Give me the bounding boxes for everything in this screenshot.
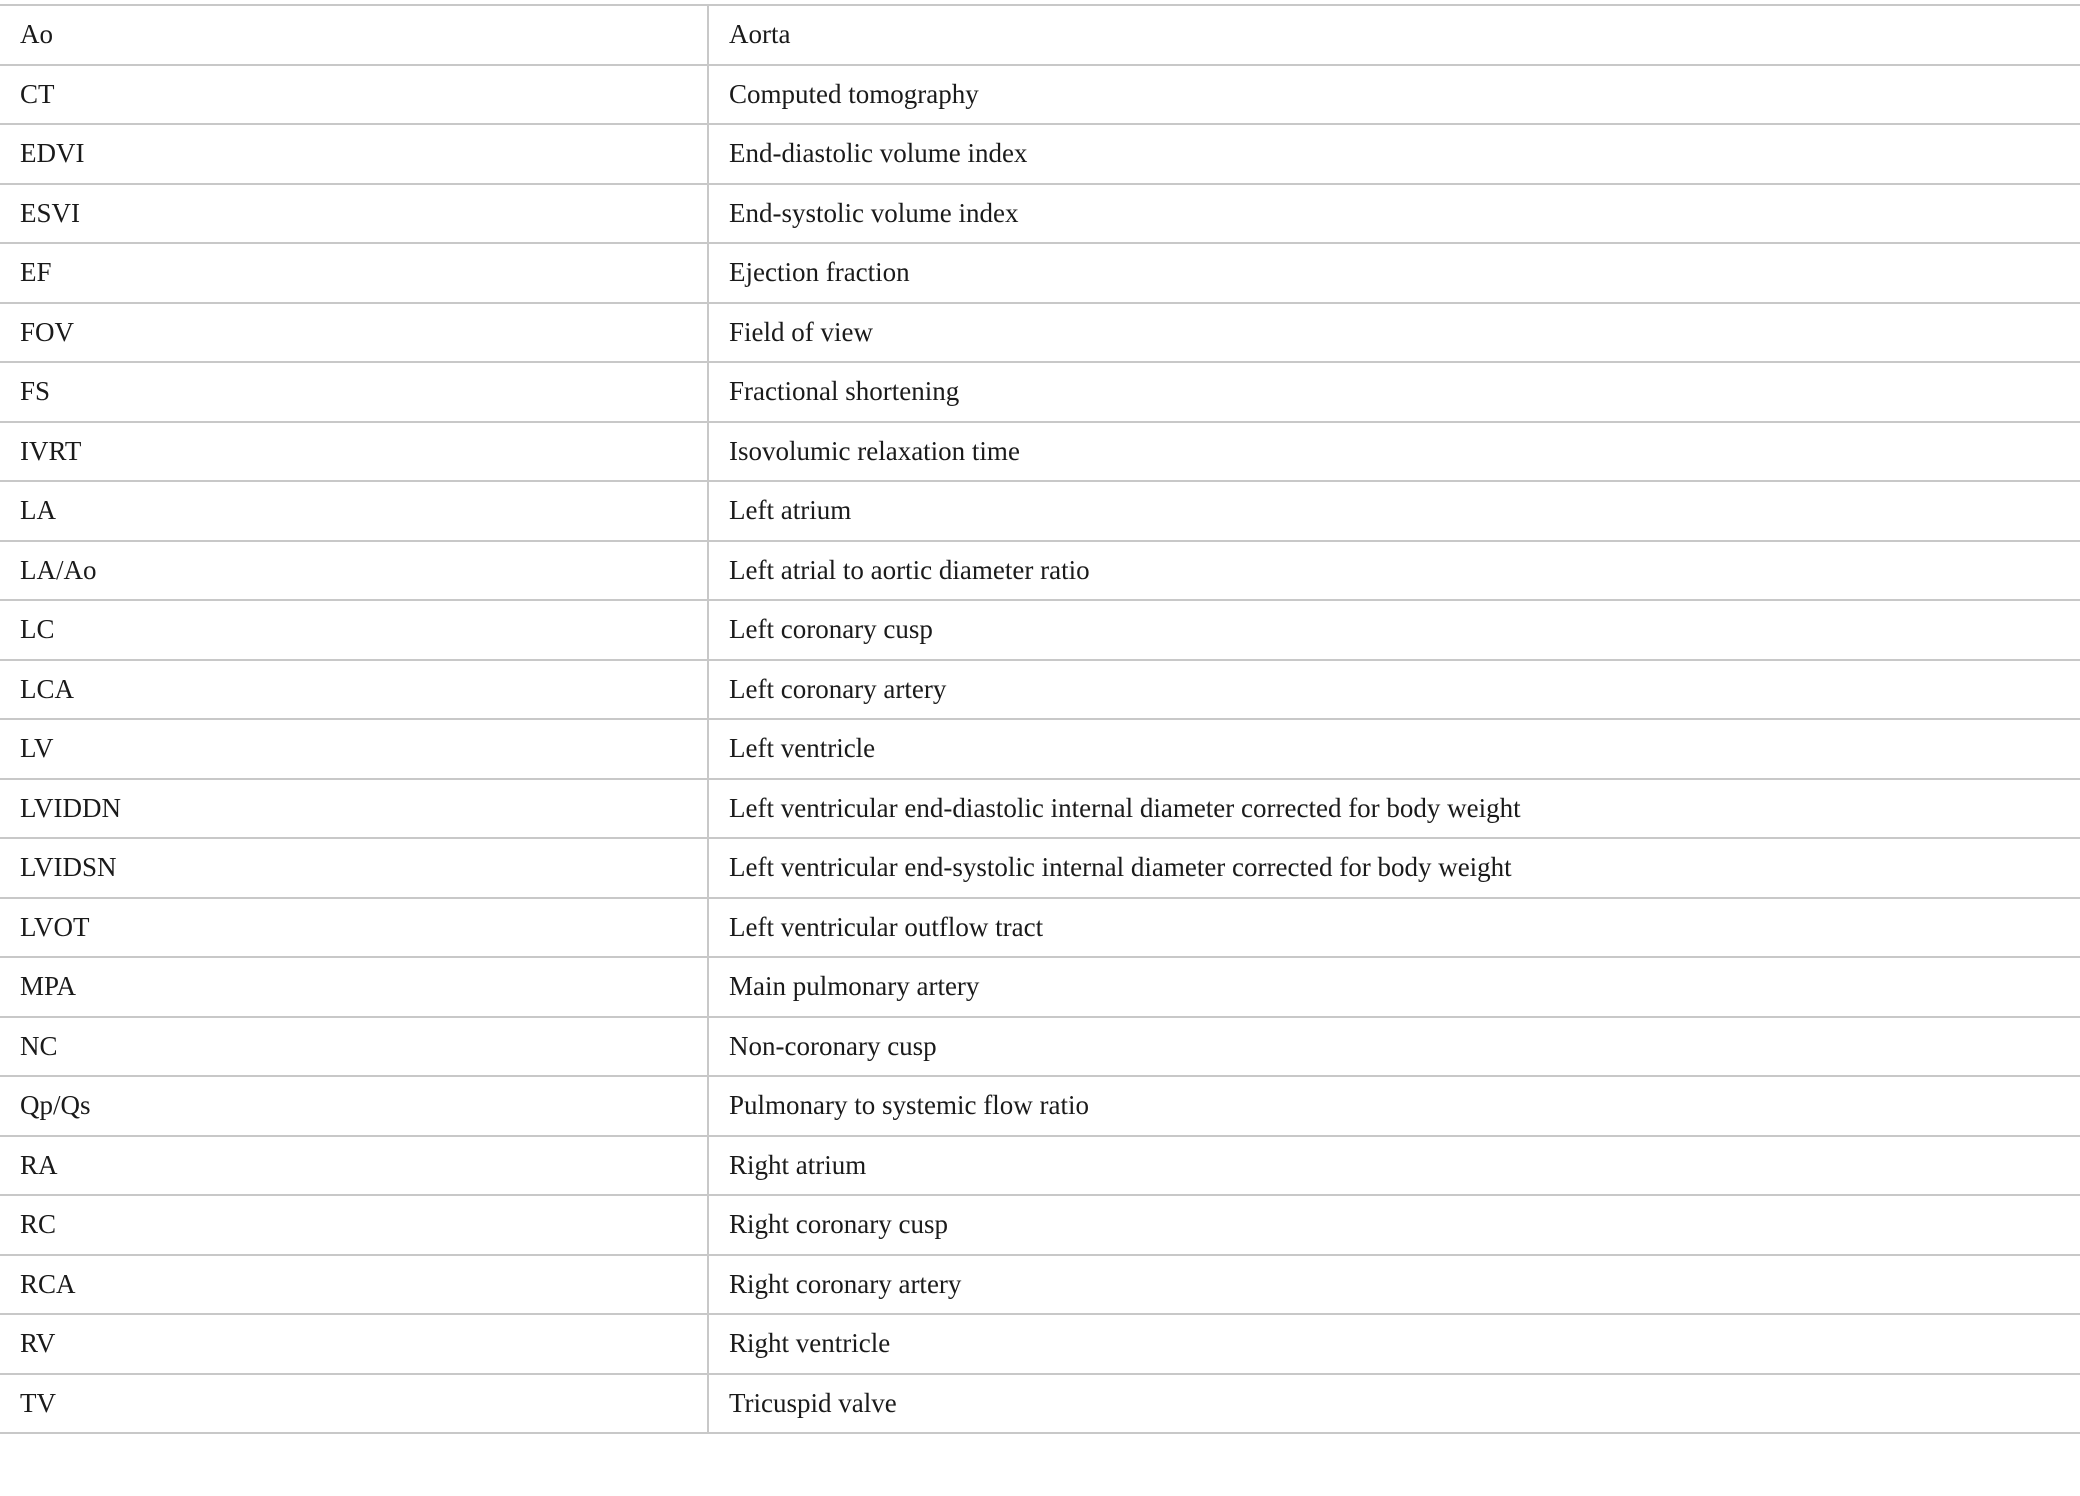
abbreviation-cell: CT (0, 65, 708, 125)
table-row (0, 1017, 2080, 1077)
abbreviation-cell: Ao (0, 5, 708, 65)
abbreviation-cell: LVIDDN (0, 779, 708, 839)
abbreviation-cell: RV (0, 1314, 708, 1374)
table-row (0, 362, 2080, 422)
abbreviation-cell: LCA (0, 660, 708, 720)
definition-cell: Main pulmonary artery (708, 957, 2080, 1017)
definition-cell: Field of view (708, 303, 2080, 363)
abbreviation-cell: LA (0, 481, 708, 541)
abbreviation-cell: FOV (0, 303, 708, 363)
table-row (0, 600, 2080, 660)
abbreviation-cell: MPA (0, 957, 708, 1017)
abbreviation-cell: TV (0, 1374, 708, 1434)
abbreviations-table (0, 4, 2080, 1434)
abbreviation-cell: ESVI (0, 184, 708, 244)
abbreviation-cell: Qp/Qs (0, 1076, 708, 1136)
table-row (0, 957, 2080, 1017)
definition-cell: Right coronary cusp (708, 1195, 2080, 1255)
table-row (0, 184, 2080, 244)
definition-cell: Left atrium (708, 481, 2080, 541)
abbreviation-cell: FS (0, 362, 708, 422)
table-row (0, 303, 2080, 363)
abbreviation-cell: LVIDSN (0, 838, 708, 898)
table-row (0, 1076, 2080, 1136)
table-row (0, 660, 2080, 720)
table-row (0, 1136, 2080, 1196)
abbreviation-cell: LA/Ao (0, 541, 708, 601)
definition-cell: Left ventricle (708, 719, 2080, 779)
table-row (0, 5, 2080, 65)
table-row (0, 838, 2080, 898)
table-row (0, 1255, 2080, 1315)
definition-cell: End-diastolic volume index (708, 124, 2080, 184)
table-row (0, 124, 2080, 184)
table-row (0, 1195, 2080, 1255)
definition-cell: Left ventricular outflow tract (708, 898, 2080, 958)
definition-cell: Right coronary artery (708, 1255, 2080, 1315)
table-row (0, 1374, 2080, 1434)
definition-cell: Aorta (708, 5, 2080, 65)
definition-cell: Isovolumic relaxation time (708, 422, 2080, 482)
definition-cell: Right atrium (708, 1136, 2080, 1196)
table-row (0, 65, 2080, 125)
abbreviation-cell: LV (0, 719, 708, 779)
table-row (0, 1314, 2080, 1374)
definition-cell: Fractional shortening (708, 362, 2080, 422)
abbreviation-cell: EDVI (0, 124, 708, 184)
definition-cell: Right ventricle (708, 1314, 2080, 1374)
definition-cell: Pulmonary to systemic flow ratio (708, 1076, 2080, 1136)
definition-cell: Tricuspid valve (708, 1374, 2080, 1434)
abbreviation-cell: LC (0, 600, 708, 660)
abbreviations-table-body (0, 5, 2080, 1433)
abbreviation-cell: NC (0, 1017, 708, 1077)
abbreviation-cell: IVRT (0, 422, 708, 482)
definition-cell: Left ventricular end-systolic internal diameter corrected for body weight (708, 838, 2080, 898)
table-row (0, 541, 2080, 601)
abbreviation-cell: RA (0, 1136, 708, 1196)
table-row (0, 422, 2080, 482)
definition-cell: Non-coronary cusp (708, 1017, 2080, 1077)
table-row (0, 719, 2080, 779)
definition-cell: Left atrial to aortic diameter ratio (708, 541, 2080, 601)
definition-cell: Left coronary cusp (708, 600, 2080, 660)
abbreviation-cell: RCA (0, 1255, 708, 1315)
definition-cell: End-systolic volume index (708, 184, 2080, 244)
definition-cell: Ejection fraction (708, 243, 2080, 303)
definition-cell: Computed tomography (708, 65, 2080, 125)
abbreviation-cell: RC (0, 1195, 708, 1255)
table-row (0, 779, 2080, 839)
table-row (0, 243, 2080, 303)
abbreviation-cell: EF (0, 243, 708, 303)
table-row (0, 481, 2080, 541)
table-row (0, 898, 2080, 958)
abbreviation-cell: LVOT (0, 898, 708, 958)
definition-cell: Left coronary artery (708, 660, 2080, 720)
definition-cell: Left ventricular end-diastolic internal diameter corrected for body weight (708, 779, 2080, 839)
